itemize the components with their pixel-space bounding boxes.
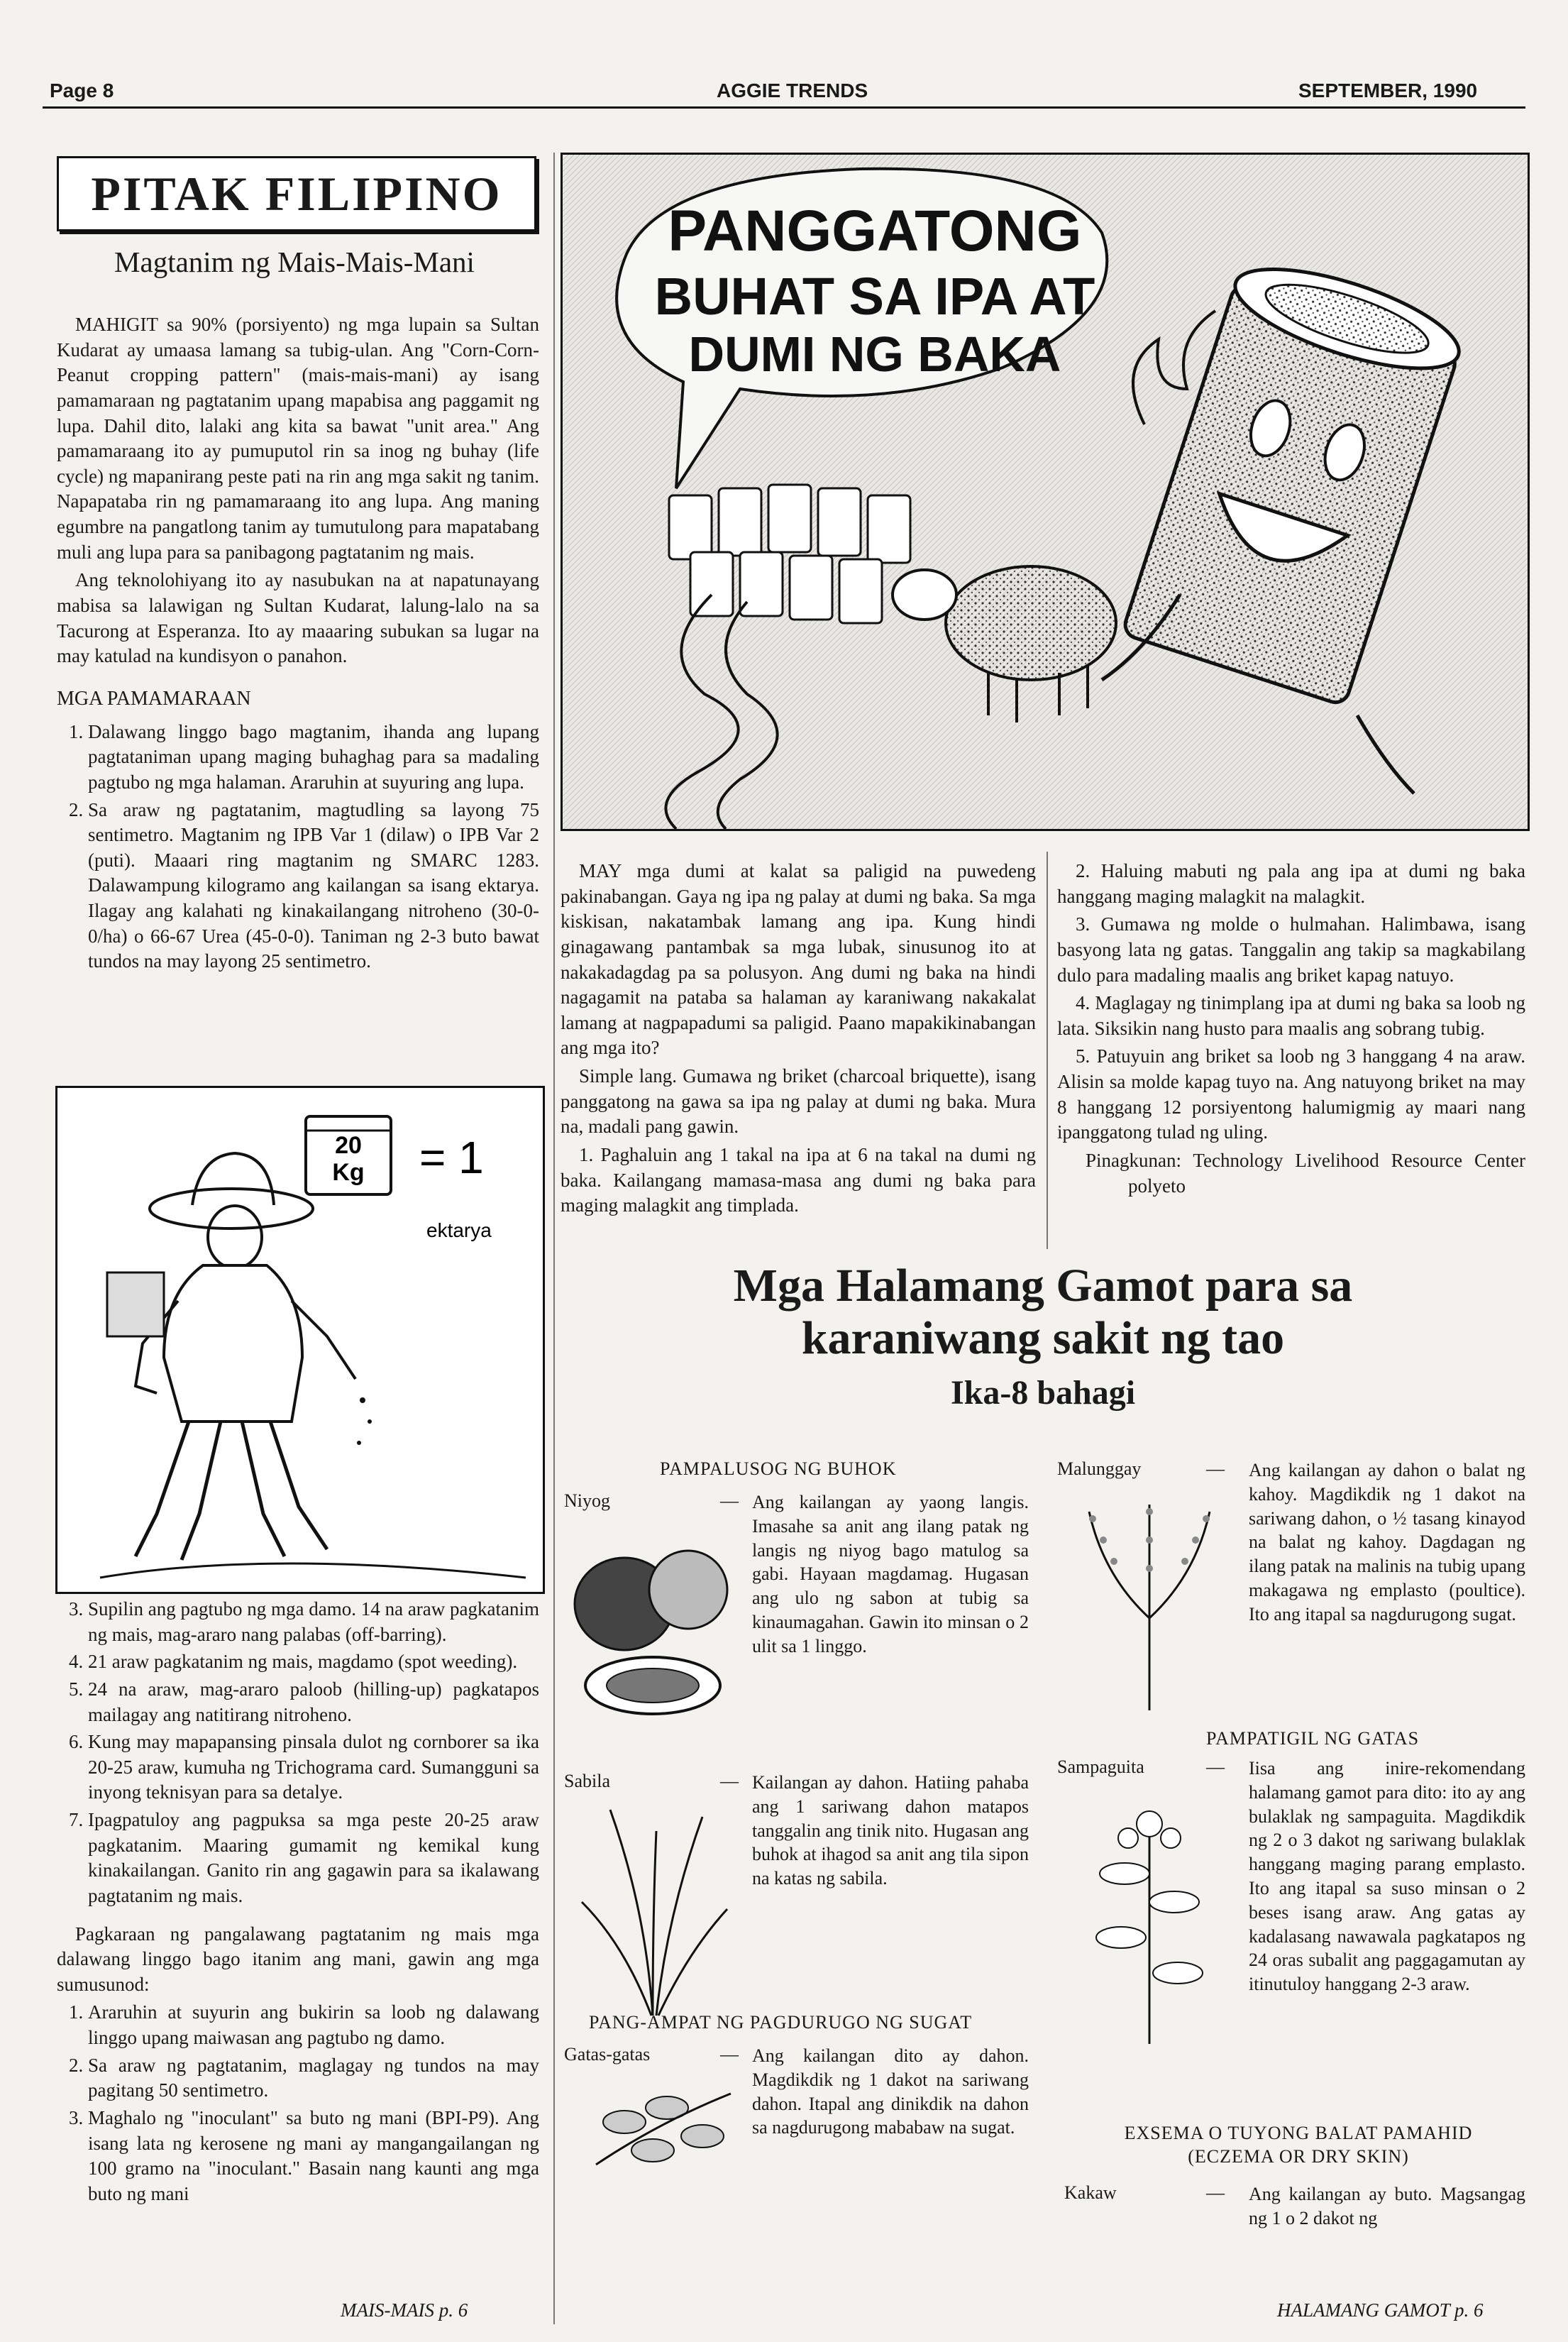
list-item: 6. Kung may mapapansing pinsala dulot ng cornborer sa ika 20-25 araw, kumuha ng Trichograma card. Sumangguni sa inyong teknisyan para sa detalye. — [88, 1730, 539, 1805]
methods-heading: MGA PAMAMARAAN — [57, 687, 251, 710]
dash: — — [720, 1490, 739, 1511]
poster-line-3: DUMI NG BAKA — [688, 326, 1061, 382]
farmer-sowing-icon — [57, 1088, 543, 1592]
article-steps-continued — [57, 1597, 539, 2209]
steps-list-a — [57, 720, 539, 974]
plant-niyog: Niyog — [564, 1490, 610, 1511]
second-planting-paragraph: Pagkaraan ng pangalawang pagtatanim ng mais mga dalawang linggo bago itanim ang mani, gawin ang mga sumusunod: — [57, 1923, 539, 1995]
aloe-illustration — [568, 1803, 738, 2023]
briquette-paragraph-2: Simple lang. Gumawa ng briket (charcoal briquette), isang panggatong na gawa sa ipa ng palay at dumi ng baka. Mura na, madali pang gawin. — [561, 1065, 1036, 1138]
poster-line-2: BUHAT SA IPA AT — [654, 267, 1095, 326]
hectare-caption: ektarya — [426, 1219, 492, 1241]
publication-name: AGGIE TRENDS — [717, 79, 868, 101]
section-eczema-line-2: (ECZEMA OR DRY SKIN) — [1188, 2145, 1409, 2167]
farmer-illustration — [55, 1086, 545, 1594]
malunggay-description: Ang kailangan ay dahon o balat ng kahoy. Magdikdik ng 1 dakot na sariwang dahon, o ½ tasang kinayod na balat ng kahoy. Dagdagan ng ilang patak na malinis na tubig upang makagawa ng emplasto (poultice). Ito ang itapal sa nagdurugong sugat. — [1249, 1460, 1525, 1624]
plant-gatas-gatas: Gatas-gatas — [564, 2044, 651, 2065]
page-number: Page 8 — [50, 79, 114, 101]
niyog-description: Ang kailangan ay yaong langis. Imasahe sa anit ang ilang patak ng langis ng niyog bago matulog sa gabi. Hayaan magdamag. Hugasan ang ulo ng sabon at tubig sa kinaumagahan. Gawin ito minsan o 2 ulit sa 1 linggo. — [752, 1492, 1029, 1656]
list-item: 1. Araruhin at suyurin ang bukirin sa loob ng dalawang linggo upang maiwasan ang pagtubo ng damo. — [88, 2000, 539, 2050]
briquette-article-left — [561, 859, 1036, 1221]
briquette-step-2: 2. Haluing mabuti ng pala ang ipa at dumi ng baka hanggang maging malagkit na malagkit. — [1057, 860, 1525, 907]
sack-unit: Kg — [332, 1159, 365, 1186]
briquette-source: Pinagkunan: Technology Livelihood Resource Center polyeto — [1086, 1149, 1525, 1197]
briquette-step-4: 4. Maglagay ng tinimplang ipa at dumi ng baka sa loob ng lata. Siksikin nang husto para maalis ang sobrang tubig. — [1057, 992, 1525, 1039]
gatas-gatas-icon — [582, 2079, 745, 2179]
gatas-gatas-description: Ang kailangan dito ay dahon. Magdikdik ng 1 dakot na sariwang dahon. Itapal ang dinikdik na dahon sa nagdurugong mababaw na sugat. — [752, 2045, 1029, 2138]
malunggay-icon — [1061, 1490, 1238, 1717]
section-hair: PAMPALUSOG NG BUHOK — [660, 1458, 897, 1479]
section-title-box — [57, 156, 536, 231]
sampaguita-illustration — [1061, 1788, 1238, 2051]
briquette-step-3: 3. Gumawa ng molde o hulmahan. Halimbawa, isang basyong lata ng gatas. Tanggalin ang takip sa magkabilang dulo para madaling maalis ang briket kapag natuyo. — [1057, 913, 1525, 986]
article-intro — [57, 312, 539, 977]
poster-art — [563, 155, 1528, 829]
list-item: 4. 21 araw pagkatanim ng mais, magdamo (spot weeding). — [88, 1649, 539, 1675]
briquette-paragraph-1: MAY mga dumi at kalat sa paligid na puwedeng pakinabangan. Gaya ng ipa ng palay at dumi ng baka. Sa mga kiskisan, nakatambak lamang ang ipa. Kung hindi ginagawang pantambak sa mga lubak, sinusunog ito at nakakadagdag pa sa polusyon. Ang dumi ng baka na hindi nagagamit na pataba sa halaman ay karaniwang nakakalat lamang at nagpapadumi sa paligid. Paano mapakikinabangan ang mga ito? — [561, 860, 1036, 1059]
list-item: 5. 24 na araw, mag-araro paloob (hilling-up) pagkatapos mailagay ang natitirang nitroheno. — [88, 1677, 539, 1727]
section-wound: PANG-AMPAT NG PAGDURUGO NG SUGAT — [589, 2012, 973, 2033]
sabila-description: Kailangan ay dahon. Hatiing pahaba ang 1 sariwang dahon matapos tanggalin ang tinik nito. Hugasan ang buhok at ihagod sa anit ang tila sipon na katas ng sabila. — [752, 1772, 1029, 1889]
continued-halamang: HALAMANG GAMOT p. 6 — [1277, 2299, 1484, 2321]
medicinal-part: Ika-8 bahagi — [950, 1374, 1136, 1412]
plant-sabila: Sabila — [564, 1771, 610, 1791]
medicinal-title — [561, 1260, 1525, 1365]
plant-malunggay: Malunggay — [1057, 1458, 1142, 1479]
list-item: 2. Sa araw ng pagtatanim, maglagay ng tundos na may pagitang 50 sentimetro. — [88, 2053, 539, 2104]
article-title: Magtanim ng Mais-Mais-Mani — [114, 246, 475, 278]
dash: — — [720, 2044, 739, 2065]
briquette-poster — [561, 153, 1530, 831]
coconut-icon — [568, 1526, 745, 1725]
dash: — — [1206, 2182, 1225, 2203]
medicinal-title-line-1: Mga Halamang Gamot para sa — [733, 1260, 1353, 1312]
header-rule — [43, 106, 1525, 109]
briquette-step-5: 5. Patuyuin ang briket sa loob ng 3 hanggang 4 na araw. Alisin sa molde kapag tuyo na. Ang natuyong briket na may 8 hanggang 12 porsiyentong halumigmig ay maari nang ipanggatong tulad ng uling. — [1057, 1045, 1525, 1143]
intro-paragraph-2: Ang teknolohiyang ito ay nasubukan na at napatunayang mabisa sa lalawigan ng Sultan Kudarat, lalung-lalo na sa Tacurong at Esperanza. Ito ay maaaring subukan sa lugar na may katulad na kundisyon o panahon. — [57, 569, 539, 667]
poster-line-1: PANGGATONG — [668, 199, 1082, 263]
steps-list-b — [57, 1597, 539, 1909]
dash: — — [1206, 1756, 1225, 1777]
sampaguita-icon — [1061, 1788, 1238, 2051]
list-item: 1. Dalawang linggo bago magtanim, ihanda ang lupang pagtataniman upang maging buhaghag para sa madaling pagtubo ng mga halaman. Araruhin at suyuring ang lupa. — [88, 720, 539, 796]
sampaguita-description: Iisa ang inire-rekomendang halamang gamot para dito: ito ay ang bulaklak ng sampaguita. Magdikdik ng 2 o 3 dakot ng sariwang bulaklak hanggang maging parang emplasto. Ito ang itapal sa suso minsan o 2 beses isang araw. Ang gatas ay kadalasang nawawala pagkatapos ng 24 oras subalit ang paggagamutan ay itinutuloy hanggang 2-3 araw. — [1249, 1758, 1525, 1995]
plant-kakaw: Kakaw — [1064, 2182, 1117, 2203]
list-item: 7. Ipagpatuloy ang pagpuksa sa mga peste 20-25 araw pagkatanim. Maaring gumamit ng kemikal kung kinakailangan. Ganito rin ang gagawin para sa ikalawang pagtatanim ng mais. — [88, 1808, 539, 1909]
steps-list-c — [57, 2000, 539, 2206]
equals-one: = 1 — [419, 1132, 484, 1183]
section-eczema-line-1: EXSEMA O TUYONG BALAT PAMAHID — [1124, 2123, 1473, 2143]
section-milk: PAMPATIGIL NG GATAS — [1206, 1728, 1420, 1749]
section-title: PITAK FILIPINO — [91, 167, 502, 221]
list-item: 3. Maghalo ng "inoculant" sa buto ng mani (BPI-P9). Ang isang lata ng kerosene ng mani ay mangangailangan ng 100 gramo na "inoculant." Basain nang kaunti ang mga buto ng mani — [88, 2106, 539, 2207]
issue-date: SEPTEMBER, 1990 — [1298, 79, 1478, 101]
aloe-icon — [568, 1803, 738, 2023]
briquette-step-1: 1. Paghaluin ang 1 takal na ipa at 6 na takal na dumi ng baka. Kailangang mamasa-masa ang dumi ng baka para maging malagkit ang timplada. — [561, 1143, 1036, 1216]
medicinal-title-line-2: karaniwang sakit ng tao — [801, 1312, 1285, 1364]
list-item: 3. Supilin ang pagtubo ng mga damo. 14 na araw pagkatanim ng mais, mag-araro nang palabas (off-barring). — [88, 1597, 539, 1647]
gatas-gatas-illustration — [582, 2079, 745, 2179]
inner-divider — [1047, 852, 1048, 1249]
sack-weight: 20 — [335, 1132, 362, 1159]
dash: — — [720, 1771, 739, 1791]
continued-mais: MAIS-MAIS p. 6 — [341, 2299, 468, 2321]
section-eczema — [1086, 2122, 1511, 2168]
dash: — — [1206, 1458, 1225, 1479]
column-divider — [553, 153, 555, 2324]
coconut-illustration — [568, 1526, 745, 1725]
list-item: 2. Sa araw ng pagtatanim, magtudling sa layong 75 sentimetro. Magtanim ng IPB Var 1 (dilaw) o IPB Var 2 (puti). Maaari ring magtanim ng SMARC 1283. Dalawampung kilogramo ang kailangan sa isang ektarya. Ilagay ang kalahati ng kinakailangang nitroheno (30-0-0/ha) o 66-67 Urea (45-0-0). Taniman ng 2-3 buto bawat tundos na may layong 25 sentimetro. — [88, 798, 539, 974]
kakaw-description: Ang kailangan ay buto. Magsangag ng 1 o 2 dakot ng — [1249, 2184, 1525, 2228]
briquette-article-right — [1057, 859, 1525, 1202]
intro-paragraph-1: MAHIGIT sa 90% (porsiyento) ng mga lupain sa Sultan Kudarat ay umaasa lamang sa tubig-ulan. Ang "Corn-Corn-Peanut cropping pattern" (mais-mais-mani) ay isang pamamaraan ng pagtatanim upang mapabisa ang paggamit ng lupa. Dahil dito, lalaki ang kita sa bawat "unit area." Ang pamamaraang ito ay pumuputol rin sa inog ng buhay (life cycle) ng mapanirang peste pati na rin ang mga sakit ng tanim. Napapataba rin ng pamamaraang ito ang lupa. Ang maning egumbre na pangatlong tanim ay tumutulong para mapatabang muli ang lupa para sa panibagong pagtatanim ng mais. — [57, 314, 539, 563]
plant-sampaguita: Sampaguita — [1057, 1756, 1144, 1777]
malunggay-illustration — [1061, 1490, 1238, 1717]
